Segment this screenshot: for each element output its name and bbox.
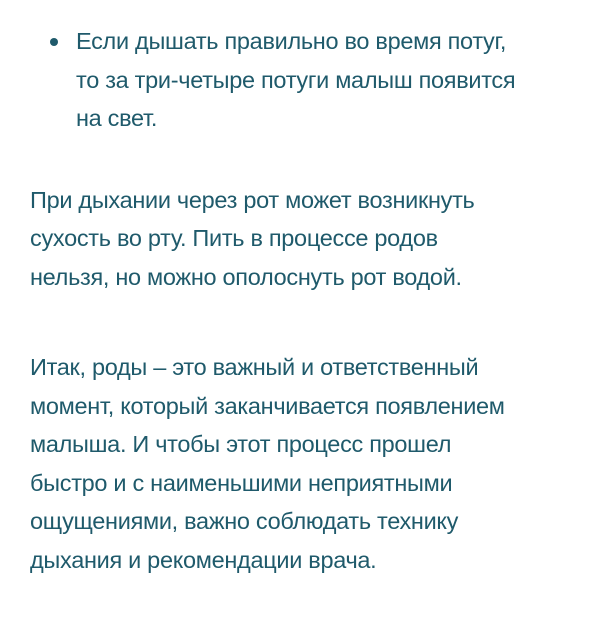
bullet-dot-icon: [50, 38, 58, 46]
paragraph-line: При дыхании через рот может возникнуть: [30, 186, 475, 213]
paragraph-line: Итак, роды – это важный и ответственный: [30, 354, 479, 380]
paragraph-dry-mouth: [30, 181, 590, 297]
bullet-text-line: Если дышать правильно во время потуг,: [76, 28, 507, 54]
paragraph-line: быстро и с наименьшими неприятными: [30, 469, 453, 496]
paragraph-line: сухость во рту. Пить в процессе родов: [30, 225, 438, 251]
article-content: [30, 22, 590, 579]
paragraph-conclusion: [30, 348, 590, 579]
paragraph-line: нельзя, но можно ополоснуть рот водой.: [30, 263, 462, 290]
paragraph-line: дыхания и рекомендации врача.: [30, 546, 377, 573]
bullet-item: [30, 22, 590, 138]
paragraph-line: малыша. И чтобы этот процесс прошел: [30, 431, 452, 457]
bullet-list: [30, 22, 590, 138]
paragraph-line: ощущениями, важно соблюдать технику: [30, 508, 459, 534]
bullet-text-line: то за три-четыре потуги малыш появится: [76, 66, 516, 93]
bullet-text-line: на свет.: [76, 105, 158, 131]
paragraph-line: момент, который заканчивается появлением: [30, 392, 505, 419]
